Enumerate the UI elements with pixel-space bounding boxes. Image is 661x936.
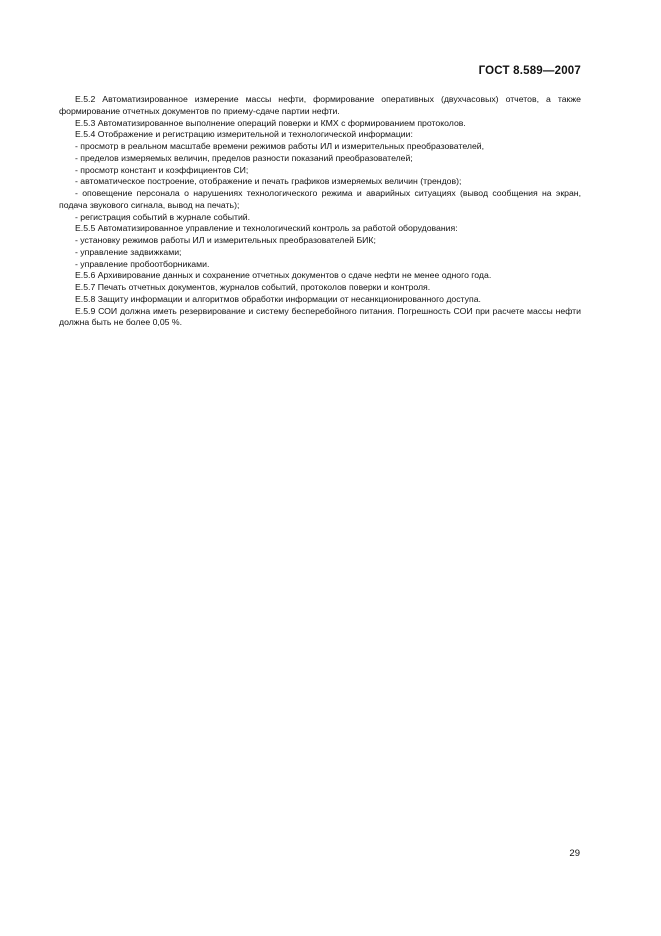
- list-item: - управление пробоотборниками.: [75, 258, 210, 269]
- list-item: - просмотр в реальном масштабе времени режимов работы ИЛ и измерительных преобразователей,: [75, 141, 485, 151]
- paragraph-e-5-4: Е.5.4 Отображение и регистрацию измерительной и технологической информации:: [75, 129, 413, 140]
- list-item: - установку режимов работы ИЛ и измерительных преобразователей БИК;: [75, 235, 376, 245]
- paragraph-e-5-6: Е.5.6 Архивирование данных и сохранение отчетных документов о сдаче нефти не менее одного года.: [75, 270, 492, 281]
- paragraph-e-5-5: Е.5.5 Автоматизированное управление и технологический контроль за работой оборудования:: [75, 223, 458, 234]
- list-item: - оповещение персонала о нарушениях технологического режима и аварийных ситуациях (вывод сообщения на экран, подача звукового сигнала, вывод на печать);: [59, 188, 581, 210]
- document-code: ГОСТ 8.589—2007: [478, 65, 581, 77]
- list-item: - просмотр констант и коэффициентов СИ;: [75, 164, 249, 175]
- page-number: 29: [569, 848, 580, 859]
- paragraph-e-5-2: Е.5.2 Автоматизированное измерение массы нефти, формирование оперативных (двухчасовых) отчетов, а также формирование отчетных документов по приему-сдаче партии нефти.: [59, 94, 581, 116]
- list-item: - регистрация событий в журнале событий.: [75, 211, 251, 222]
- list-item: - управление задвижками;: [75, 246, 182, 257]
- paragraph-e-5-8: Е.5.8 Защиту информации и алгоритмов обработки информации от несанкционированного доступа.: [75, 293, 481, 304]
- paragraph-e-5-9: Е.5.9 СОИ должна иметь резервирование и систему бесперебойного питания. Погрешность СОИ при расчете массы нефти должна быть не более 0,05 %.: [59, 305, 581, 328]
- paragraph-e-5-7: Е.5.7 Печать отчетных документов, журналов событий, протоколов поверки и контроля.: [75, 282, 431, 292]
- list-item: - пределов измеряемых величин, пределов разности показаний преобразователей;: [75, 152, 413, 163]
- list-item: - автоматическое построение, отображение и печать графиков измеряемых величин (трендов);: [75, 176, 462, 187]
- paragraph-e-5-3: Е.5.3 Автоматизированное выполнение операций поверки и КМХ с формированием протоколов.: [75, 117, 466, 128]
- document-body: [59, 94, 581, 329]
